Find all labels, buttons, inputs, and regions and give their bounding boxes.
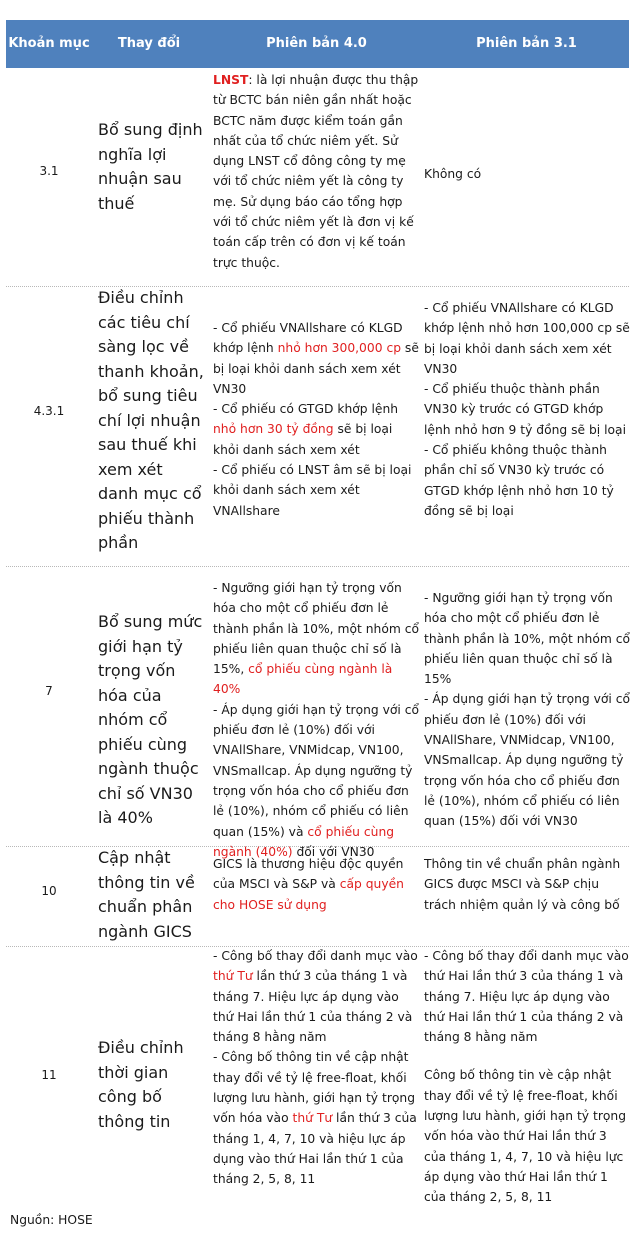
row-version-3-1: Không có — [424, 167, 482, 181]
table-row — [6, 846, 629, 947]
cell-text: lần thứ 3 của tháng 1 và tháng 7. Hiệu lực áp dụng vào thứ Hai lần thứ 1 của tháng 2 và tháng 8 hằng năm — [213, 969, 413, 1045]
row-version-4-0 — [213, 70, 420, 273]
cell-text: GICS là thương hiệu độc quyền của MSCI và S&P và — [213, 857, 404, 892]
cell-text: - Công bố thay đổi danh mục vào — [213, 949, 418, 963]
row-version-3-1: Thông tin về chuẩn phân ngành GICS được MSCI và S&P chịu trách nhiệm quản lý và công bố — [424, 857, 621, 912]
cell-text: : là lợi nhuận được thu thập từ BCTC bán niên gần nhất hoặc BCTC năm được kiểm toán gần nhất của tổ chức niêm yết. Sử dụng LNST cổ đông công ty mẹ với tổ chức niêm yết là công ty mẹ. Sử dụng báo cáo tổng hợp với tổ chức niêm yết là đơn vị kế toán cấp trên có đơn vị kế toán trực thuộc. — [213, 73, 419, 270]
cell-text: - Ngưỡng giới hạn tỷ trọng vốn hóa cho một cổ phiếu đơn lẻ thành phần là 10%, một nhóm cổ phiếu liên quan thuộc chỉ số là 15% — [424, 591, 631, 687]
row-version-3-1 — [424, 588, 632, 832]
cell-text: - Cổ phiếu có GTGD khớp lệnh — [213, 402, 399, 417]
cell-text: - Cổ phiếu không thuộc thành phần chỉ số VN30 kỳ trước có GTGD khớp lệnh nhỏ hơn 10 tỷ đồng sẽ bị loại — [424, 443, 614, 518]
highlight-text: nhỏ hơn 300,000 cp — [277, 341, 402, 356]
cell-text: sẽ bị loại khỏi danh sách xem xét VN30 — [213, 341, 419, 396]
row-version-4-0 — [213, 578, 420, 862]
highlight-text: nhỏ hơn 30 tỷ đồng — [213, 422, 334, 437]
header-version-4-0: Phiên bản 4.0 — [266, 36, 367, 51]
row-version-3-1 — [424, 946, 632, 1208]
row-change: Bổ sung mức giới hạn tỷ trọng vốn hóa của nhóm cổ phiếu cùng ngành thuộc chỉ số VN30 là 40% — [98, 612, 203, 827]
row-change: Cập nhật thông tin về chuẩn phân ngành GICS — [98, 848, 195, 941]
highlight-text: thứ Tư — [213, 969, 253, 984]
cell-text: sẽ bị loại khỏi danh sách xem xét — [213, 422, 393, 457]
header-version-3-1: Phiên bản 3.1 — [476, 36, 577, 51]
cell-text: - Cổ phiếu VNAllshare có KLGD khớp lệnh nhỏ hơn 100,000 cp sẽ bị loại khỏi danh sách xem xét VN30 — [424, 301, 630, 376]
cell-text: - Cổ phiếu VNAllshare có KLGD khớp lệnh — [213, 321, 403, 356]
row-code: 3.1 — [39, 164, 59, 178]
table-row — [6, 566, 631, 859]
cell-text: đối với VN30 — [292, 844, 375, 859]
table-row — [6, 68, 629, 287]
row-code: 4.3.1 — [33, 404, 65, 418]
cell-text: lần thứ 3 của tháng 1, 4, 7, 10 và hiệu lực áp dụng vào thứ Hai lần thứ 1 của tháng 2, 5, 8, 11 — [213, 1111, 417, 1187]
row-change: Điều chỉnh các tiêu chí sàng lọc về thanh khoản, bổ sung tiêu chí lợi nhuận sau thuế khi xem xét danh mục cổ phiếu thành phần — [98, 288, 204, 552]
row-code: 7 — [45, 684, 53, 698]
cell-text: - Cổ phiếu thuộc thành phần VN30 kỳ trước có GTGD khớp lệnh nhỏ hơn 9 tỷ đồng sẽ bị loại — [424, 382, 626, 437]
cell-text: - Áp dụng giới hạn tỷ trọng với cổ phiếu đơn lẻ (10%) đối với VNAllShare, VNMidcap, VN100, VNSmallcap. Áp dụng ngưỡng tỷ trọng vốn hóa cho cổ phiếu đơn lẻ (10%), nhóm cổ phiếu có liên quan (15%) đối với VN30 — [424, 692, 631, 829]
cell-text: - Áp dụng giới hạn tỷ trọng với cổ phiếu đơn lẻ (10%) đối với VNAllShare, VNMidcap, VN100, VNSmallcap. Áp dụng ngưỡng tỷ trọng vốn hóa cho cổ phiếu đơn lẻ (10%), nhóm cổ phiếu có liên quan (15%) và — [213, 702, 420, 839]
highlight-text: cấp quyền cho HOSE sử dụng — [213, 877, 404, 912]
row-version-4-0 — [213, 318, 420, 521]
table-header — [6, 20, 629, 68]
row-version-4-0 — [213, 946, 420, 1190]
table-row — [6, 946, 629, 1214]
highlight-text: cổ phiếu cùng ngành (40%) — [213, 824, 395, 859]
cell-text: Công bố thông tin vè cập nhật thay đổi về tỷ lệ free-float, khối lượng lưu hành, giới hạn tỷ trọng vốn hóa vào thứ Hai lần thứ 3 của tháng 1, 4, 7, 10 và hiệu lực áp dụng vào thứ Hai lần thứ 1 của tháng 2, 5, 8, 11 — [424, 1068, 626, 1205]
cell-text: - Công bố thông tin về cập nhật thay đổi về tỷ lệ free-float, khối lượng lưu hành, giới hạn tỷ trọng vốn hóa vào — [213, 1050, 415, 1126]
row-version-3-1 — [424, 298, 632, 521]
header-change: Thay đổi — [117, 36, 181, 51]
highlight-text: thứ Tư — [292, 1111, 333, 1126]
row-change: Bổ sung định nghĩa lợi nhuận sau thuế — [98, 120, 203, 213]
header-item: Khoản mục — [8, 36, 90, 51]
cell-text: - Cổ phiếu có LNST âm sẽ bị loại khỏi danh sách xem xét VNAllshare — [213, 463, 412, 518]
row-change: Điều chỉnh thời gian công bố thông tin — [98, 1038, 184, 1131]
row-code: 11 — [41, 1068, 57, 1082]
row-code: 10 — [41, 884, 57, 898]
table-row — [6, 286, 629, 567]
source-note: Nguồn: HOSE — [10, 1213, 93, 1227]
term-lnst: LNST — [213, 73, 249, 87]
row-version-4-0 — [213, 854, 420, 915]
cell-text: - Công bố thay đổi danh mục vào thứ Hai lần thứ 3 của tháng 1 và tháng 7. Hiệu lực áp dụng vào thứ Hai lần thứ 1 của tháng 2 và tháng 8 hằng năm — [424, 949, 629, 1045]
highlight-text: cổ phiếu cùng ngành là 40% — [213, 662, 393, 697]
cell-text: - Ngưỡng giới hạn tỷ trọng vốn hóa cho một cổ phiếu đơn lẻ thành phần là 10%, một nhóm cổ phiếu liên quan thuộc chỉ số là 15%, — [213, 581, 420, 677]
